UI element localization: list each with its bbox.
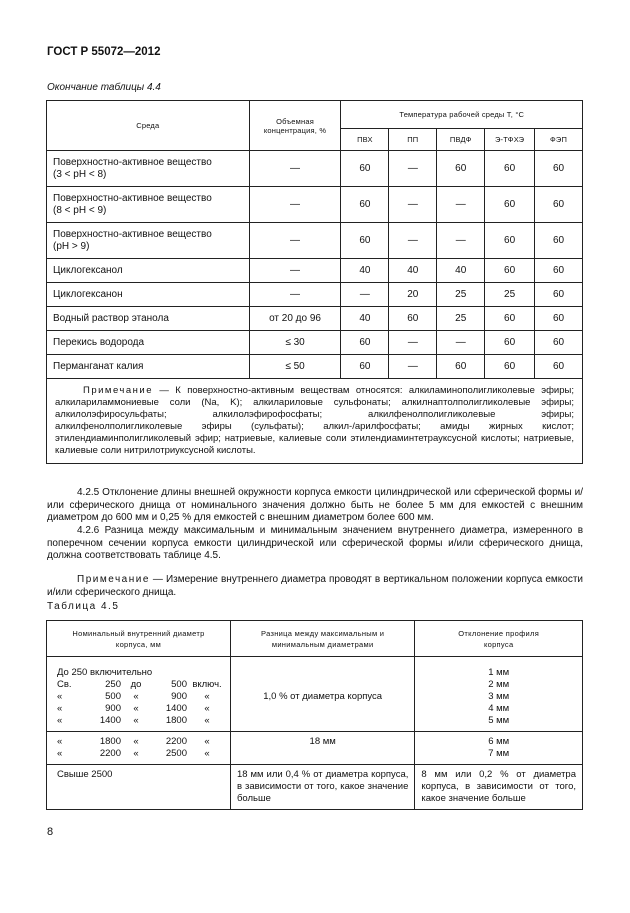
table-4-4: [46, 100, 583, 464]
medium-name-line: (pH > 9): [53, 240, 90, 252]
table-row: [47, 307, 583, 331]
range-part: «: [204, 735, 210, 747]
table-row: [47, 764, 583, 809]
concentration-cell: —: [249, 259, 341, 283]
range-part: 1800: [165, 714, 187, 726]
temperature-cell: —: [389, 331, 437, 355]
temperature-cell: 60: [485, 187, 535, 223]
medium-name: [47, 151, 250, 187]
temperature-cell: 60: [535, 307, 583, 331]
range-part: 1400: [165, 702, 187, 714]
medium-name-line: Водный раствор этанола: [53, 312, 169, 324]
col-diameter-header: Номинальный внутренний диаметр корпуса, мм: [47, 621, 231, 657]
range-part: «: [204, 747, 210, 759]
range-part: «: [57, 735, 63, 747]
temperature-cell: 60: [485, 355, 535, 379]
diameter-range: [57, 703, 230, 715]
temperature-cell: —: [341, 283, 389, 307]
material-header: ПВДФ: [437, 129, 485, 151]
temperature-cell: 60: [535, 187, 583, 223]
medium-name-line: (8 < pH < 9): [53, 204, 107, 216]
note-text: — К поверхностно-активным веществам относятся: алкиламинополигликолевые эфиры; алкилариламмониевые соли (Na, K); алкилариловые сульфонаты; алкилнаптолполигликолевые эфиры; алкилолэфиросульфаты; алкилолэфирофосфаты; алкилфенолполигликолевые эфиры; алкилфенолполигликолевые эфиры (сульфаты); алкил-/арилфосфаты; амиды жирных кислот; этилендиаминполигликолевый эфир; натриевые, калиевые соли этилендиаминтетрауксусной кислоты; натриевые, калиевые соли нитрилотриуксусной кислоты.: [55, 385, 574, 456]
range-part: «: [204, 714, 210, 726]
temperature-cell: 60: [485, 223, 535, 259]
note-text: — Измерение внутреннего диаметра проводят в вертикальном положении корпуса емкости и/или сферического днища.: [47, 574, 583, 598]
medium-name: [47, 187, 250, 223]
temperature-cell: 60: [389, 307, 437, 331]
note-label: Примечание: [83, 385, 153, 396]
temperature-cell: 60: [485, 307, 535, 331]
material-header: ФЭП: [535, 129, 583, 151]
table-row: [47, 331, 583, 355]
col-temperature-header: Температура рабочей среды T, °C: [341, 101, 583, 129]
range-part: включ.: [192, 678, 222, 690]
temperature-cell: 60: [485, 259, 535, 283]
temperature-cell: 40: [341, 307, 389, 331]
diameter-range: [57, 691, 230, 703]
medium-name-line: Циклогексанол: [53, 264, 123, 276]
temperature-cell: 40: [341, 259, 389, 283]
temperature-cell: —: [437, 223, 485, 259]
temperature-cell: 60: [341, 223, 389, 259]
table-row: [47, 259, 583, 283]
paragraph-4-2-6: 4.2.6 Разница между максимальным и минимальным значением внутреннего диаметра, измеренного в поперечном сечении корпуса емкости цилиндрической или сферической формы и/или сферического днища, должна соответствовать таблице 4.5.: [47, 525, 583, 561]
deviation-value: 3 мм: [488, 690, 510, 702]
col-concentration-header: Объемная концентрация, %: [249, 101, 341, 151]
temperature-cell: 60: [437, 151, 485, 187]
medium-name: [47, 307, 250, 331]
diameter-range: [57, 715, 230, 727]
material-header: Э-ТФХЭ: [485, 129, 535, 151]
col-deviation-header: Отклонение профиля корпуса: [415, 621, 583, 657]
temperature-cell: 25: [485, 283, 535, 307]
range-part: 2200: [165, 735, 187, 747]
page-number: 8: [47, 826, 54, 838]
range-part: 1400: [99, 714, 121, 726]
temperature-cell: 60: [485, 151, 535, 187]
deviation-value: 4 мм: [488, 702, 510, 714]
medium-name-line: Поверхностно-активное вещество: [53, 156, 212, 168]
medium-name: [47, 223, 250, 259]
range-part: 1800: [99, 735, 121, 747]
medium-name-line: Перекись водорода: [53, 336, 145, 348]
temperature-cell: 60: [535, 331, 583, 355]
temperature-cell: —: [437, 331, 485, 355]
range-part: 500: [171, 678, 187, 690]
medium-name-line: Циклогексанон: [53, 288, 123, 300]
concentration-cell: ≤ 30: [249, 331, 341, 355]
temperature-cell: —: [389, 151, 437, 187]
table-row: [47, 731, 583, 764]
table-4-5: [46, 620, 583, 810]
deviation-value: 1 мм: [488, 666, 510, 678]
concentration-cell: от 20 до 96: [249, 307, 341, 331]
temperature-cell: 60: [535, 151, 583, 187]
temperature-cell: 60: [341, 151, 389, 187]
temperature-cell: 60: [535, 223, 583, 259]
table-4-5-caption: Таблица 4.5: [47, 601, 120, 612]
table-row: [47, 663, 583, 732]
range-part: «: [57, 690, 63, 702]
table-4-4-note: [47, 379, 583, 464]
range-part: 2500: [165, 747, 187, 759]
paragraph-4-2-5: 4.2.5 Отклонение длины внешней окружности корпуса емкости цилиндрической или сферической формы и/или сферического днища от номинального значения должно быть не более 5 мм для емкостей с внешним диаметром до 600 мм и 0,25 % для емкостей с внешним диаметром более 600 мм.: [47, 487, 583, 523]
temperature-cell: 60: [485, 331, 535, 355]
temperature-cell: 20: [389, 283, 437, 307]
range-part: 900: [171, 690, 187, 702]
range-part: 900: [105, 702, 121, 714]
range-part: Св.: [57, 678, 72, 690]
col-difference-header: Разница между максимальным и минимальным диаметрами: [230, 621, 414, 657]
paragraph-note: [47, 574, 583, 599]
deviation-value: 8 мм или 0,2 % от диаметра корпуса, в зависимости от того, какое значение больше: [415, 764, 583, 809]
medium-name-line: Поверхностно-активное вещество: [53, 192, 212, 204]
document-header: ГОСТ Р 55072—2012: [47, 46, 161, 58]
range-part: «: [204, 690, 210, 702]
diameter-range: [57, 679, 230, 691]
range-part: «: [204, 702, 210, 714]
material-header: ПВХ: [341, 129, 389, 151]
diameter-range: До 250 включительно: [57, 666, 153, 678]
deviation-value: 6 мм: [488, 735, 510, 747]
medium-name-line: Поверхностно-активное вещество: [53, 228, 212, 240]
medium-name: [47, 283, 250, 307]
concentration-cell: —: [249, 151, 341, 187]
medium-name: [47, 355, 250, 379]
temperature-cell: 60: [341, 355, 389, 379]
concentration-cell: —: [249, 283, 341, 307]
range-part: до: [130, 678, 142, 690]
table-row: [47, 151, 583, 187]
temperature-cell: 60: [437, 355, 485, 379]
difference-value: 18 мм или 0,4 % от диаметра корпуса, в зависимости от того, какое значение больше: [230, 764, 414, 809]
temperature-cell: —: [389, 223, 437, 259]
deviation-value: 2 мм: [488, 678, 510, 690]
temperature-cell: 60: [341, 331, 389, 355]
concentration-cell: ≤ 50: [249, 355, 341, 379]
medium-name: [47, 259, 250, 283]
range-part: 500: [105, 690, 121, 702]
medium-name: [47, 331, 250, 355]
temperature-cell: 60: [535, 283, 583, 307]
range-part: «: [133, 735, 139, 747]
temperature-cell: —: [437, 187, 485, 223]
temperature-cell: 60: [535, 355, 583, 379]
range-part: «: [57, 747, 63, 759]
temperature-cell: 40: [389, 259, 437, 283]
col-medium-header: Среда: [47, 101, 250, 151]
table-row: [47, 355, 583, 379]
concentration-cell: —: [249, 187, 341, 223]
range-part: «: [133, 690, 139, 702]
table-row: [47, 223, 583, 259]
medium-name-line: (3 < pH < 8): [53, 168, 107, 180]
temperature-cell: —: [389, 187, 437, 223]
range-part: «: [133, 747, 139, 759]
range-part: «: [133, 702, 139, 714]
range-part: «: [57, 714, 63, 726]
difference-value: 1,0 % от диаметра корпуса: [230, 663, 414, 732]
deviation-value: 7 мм: [488, 747, 510, 759]
material-header: ПП: [389, 129, 437, 151]
table-4-4-caption: Окончание таблицы 4.4: [47, 82, 161, 93]
diameter-range: [57, 748, 230, 760]
concentration-cell: —: [249, 223, 341, 259]
table-row: [47, 283, 583, 307]
diameter-range: Свыше 2500: [47, 764, 231, 809]
temperature-cell: 25: [437, 307, 485, 331]
temperature-cell: 40: [437, 259, 485, 283]
deviation-value: 5 мм: [488, 714, 510, 726]
range-part: 250: [105, 678, 121, 690]
range-part: 2200: [99, 747, 121, 759]
diameter-range: [57, 736, 230, 748]
note-label: Примечание: [77, 574, 150, 585]
temperature-cell: 60: [535, 259, 583, 283]
difference-value: 18 мм: [230, 731, 414, 764]
temperature-cell: 25: [437, 283, 485, 307]
range-part: «: [57, 702, 63, 714]
temperature-cell: 60: [341, 187, 389, 223]
medium-name-line: Перманганат калия: [53, 360, 144, 372]
range-part: «: [133, 714, 139, 726]
temperature-cell: —: [389, 355, 437, 379]
table-row: [47, 187, 583, 223]
